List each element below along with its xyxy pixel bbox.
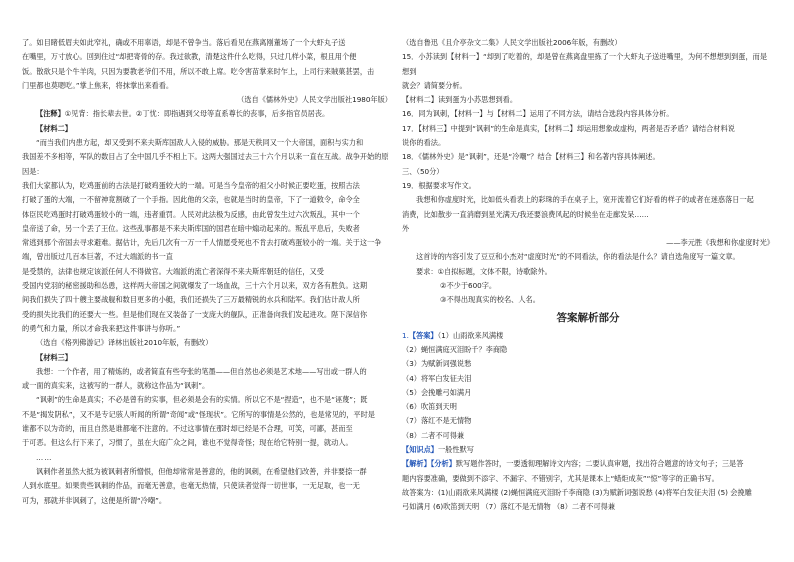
- text-line: 的勇气和力量，所以才命我来把这件事讲与你听。”: [22, 323, 181, 333]
- text-line: 不是“揭发阴私”，又不是专记骇人听闻的所谓“奇闻”或“怪现状”。它所写的事情是公然的，也是常见的，平时是: [22, 409, 375, 419]
- text-line: 饭。散欲只是个牛羊肉，只因为要教老爷们不用，所以不敢上席。吃令害苗掌来时乍上，上司行来賊菓甚罢，击: [22, 66, 375, 76]
- analysis-tag: 【解析】: [402, 459, 431, 469]
- material-three-heading: 【材料三】: [36, 352, 72, 362]
- text-line: 间我们损失了四十艘主要战舰和数目更多的小艇，我们还损失了三万最精锐的水兵和陆军。我们估计敌人所: [22, 295, 360, 305]
- question-18: 18．《儒林外史》是“讽刺”，还是“冷嘲”？结合【材料三】和名著内容具体阐述。: [402, 152, 660, 162]
- text-line: 受的损失比我们的还要大一些。但是他们现在又装备了一支庞大的舰队，正准备向我们发起进攻。陛下深信你: [22, 309, 368, 319]
- knowledge-value: 一般性默写: [437, 445, 474, 455]
- answer-item: （4）将军白发征夫泪: [402, 373, 472, 383]
- analysis-tag: 【分析】: [430, 459, 456, 469]
- analysis-line: [402, 457, 774, 471]
- analysis-text: 默写题作答时，一要透彻理解诗文内容；二要认真审题，找出符合题意的诗文句子；三是答: [455, 459, 744, 469]
- text-line: 或一面的真实来，这被写的一群人，就称这作品为“讽刺”。: [22, 381, 210, 391]
- analysis-line: 弓如满月 (6)吹笛到天明 （7）落红不是无情物 （8）二者不可得兼: [402, 502, 616, 512]
- requirement: 要求：①自拟标题，文体不限，诗歌除外。: [416, 266, 552, 276]
- text-line: “讽刺”的生命是真实；不必是曾有的实事，但必须是会有的实情。所以它不是“捏造”，也不是“诬蔑”；既: [36, 395, 368, 405]
- answer-item: （1）山雨欲来风满楼: [437, 330, 504, 340]
- text-line: 我想：一个作者，用了精炼的，或者简直有些夸张的笔墨——但自然也必须是艺术地——写出或一群人的: [36, 366, 367, 376]
- poem-line: 消费，比如散步一直消磨到星光满天/我还要浪费风起的时候坐在走廊发呆……: [402, 209, 649, 219]
- answer-item: （7）落红不是无情物: [402, 416, 472, 426]
- knowledge-point: [402, 443, 774, 457]
- analysis-line: 题内容要准确，要做到不添字、不漏字、不错别字，尤其是课本上“蜡炬成灰”“惊”等字的正确书写。: [402, 473, 719, 483]
- text-line: 我们大家都认为，吃鸡蛋前的古法是打破鸡蛋较大的一端。可是当今皇帝的祖父小时候正要吃蛋，按照古法: [22, 180, 360, 190]
- question-16: 16．同为讽刺，【材料一】与【材料二】运用了不同方法，请结合选段内容具体分析。: [402, 109, 674, 119]
- answer-item: （2）蝇恒满庭灭泪盼千？李商隐: [402, 344, 508, 354]
- analysis-line: 故答案为：(1)山雨欲来风满楼 (2)蝇恒满庭灭泪盼千李商隐 (3)为赋新词强说愁 (4)将军白发征夫泪 (5) 会挽雕: [402, 487, 752, 497]
- poem-line: 外: [402, 223, 410, 233]
- question-17: 17．【材料三】中提到“讽刺”的生命是真实，【材料二】却运用想象或虚构，两者是否矛盾？请结合材料说: [402, 123, 735, 133]
- question-15-cont: 【材料二】读到蛋为小苏思想到看。: [402, 95, 518, 105]
- section-three-heading: 三、（50分）: [402, 166, 444, 176]
- text-line: 讽刺作者虽然大抵为被讽刺者所憎恨，但他却常常是善意的，他的讽刺，在希望他们改善，并非要捺一群: [36, 466, 367, 476]
- question-17-cont: 说你的看法。: [402, 138, 446, 148]
- text-line: 皇帝送了命，另一个丢了王位。这些乱事都是不来夫斯库国的国君在暗中煽动起来的。叛乱平息后，失败者: [22, 223, 360, 233]
- poem-line: 我想和你虚度时光，比如低头看表上的彩珠的手在桌子上，宽开流着它们好看的样子的或者在迷惑落日一起: [416, 195, 754, 205]
- text-line: 打破了蛋的大端，一不留神竟割破了一个手指。因此他的父亲，也就是当时的皇帝，下了一道敕令，命令全: [22, 195, 360, 205]
- answer-item: （5）会挽雕弓如满月: [402, 387, 472, 397]
- answer-number: 1.: [402, 330, 409, 340]
- text-line: 门里都也莫嗯吃。”掌上焦来，将抹掌出来看看。: [22, 80, 174, 90]
- answer-item: （3）为赋新词强说愁: [402, 359, 472, 369]
- knowledge-tag: 【知识点】: [402, 445, 438, 455]
- requirement: ③不得出现真实的校名、人名。: [440, 295, 540, 305]
- note-label: 【注释】: [36, 109, 65, 119]
- source-citation: （选自《格列佛游记》译林出版社2010年版，有删改）: [36, 338, 213, 348]
- material-two-heading: 【材料二】: [36, 123, 72, 133]
- text-line: 受国内党羽的秘密援助和怂恿，这样两大帝国之间就爆发了一场血战，三十六个月以来，双方各有胜负。这期: [22, 281, 368, 291]
- answer-item: （8）二者不可得兼: [402, 430, 465, 440]
- right-column: [402, 36, 774, 515]
- left-column: [22, 36, 392, 508]
- annotation-note: [22, 107, 392, 121]
- question-15: 15．小苏读到【材料一】“却到了吃着的，却是曾在燕离盘里拣了一个大虾丸子送进嘴里，为何不想想到到蛋，而是想到: [402, 52, 768, 76]
- text-line: 我国差不多相等，军队的数目占了全中国几乎不相上下。这两大强国过去三十六个月以来一直在互战。战争开始的原因是：: [22, 152, 389, 176]
- text-line: 常逃到那个帝国去寻求避难。据估计，先后几次有一万一千人情愿受死也不肯去打破鸡蛋较小的一端。关于这一争端，曾出版过几百本巨著，不过大端派的书一直: [22, 238, 382, 262]
- source-citation: （选自《儒林外史》人民文学出版社1980年版）: [237, 95, 392, 105]
- answer-section-title: 答案解析部分: [556, 311, 620, 324]
- question-15-cont: 就会？请简要分析。: [402, 80, 467, 90]
- text-line: 于可恶。但这么行下来了，习惯了，虽在大庭广众之间，谁也不觉得奇怪；现在给它特别一提，就动人。: [22, 438, 353, 448]
- text-line: 体臣民吃鸡蛋时打破鸡蛋较小的一端，违者重罚。人民对此法极为反感，由此曾发生过六次叛乱，其中一个: [22, 209, 360, 219]
- answer-header: [402, 329, 774, 343]
- text-line: 是受禁的，法律也规定该派任何人不得做官。大端派的流亡者深得不来夫斯库朝廷的信任，又受: [22, 266, 324, 276]
- requirement: ②不少于600字。: [440, 281, 497, 291]
- note-text: ①见背：指长辈去世。②丁忧：即指遇到父母等直系尊长的丧事，后多指官员居丧。: [64, 109, 330, 119]
- answer-item: （6）吹笛到天明: [402, 402, 457, 412]
- text-line: 人到水底里。如果贵些讽刺的作品，而毫无善意，也毫无热情，只使读者觉得一切世事，一无足取，也一无: [22, 481, 360, 491]
- text-line: “而当我们内患方起，却又受到不来夫斯库国敌人入侵的威胁。那是天秩同又一个大帝国，面积与实力和: [36, 138, 364, 148]
- text-line: 在嘴里，万寸放心。回到住过“却把寄骨的存。我过欲教，清楚这件什么吃得，只过几样小菜，根且用个便: [22, 52, 357, 62]
- ellipsis: ……: [36, 452, 53, 462]
- poem-attribution: ——李元胜《我想和你虚度时光》: [666, 238, 774, 248]
- question-19: 19．根据要求写作文。: [402, 180, 476, 190]
- text-line: 谁都不以为奇的，而且自然是谁都毫不注意的。不过这事情在那时却已经是不合理，可笑，可鄙，甚而至: [22, 424, 353, 434]
- source-citation: （选自鲁迅《且介亭杂文二集》人民文学出版社2006年版，有删改）: [402, 38, 622, 47]
- answer-tag: 【答案】: [408, 330, 438, 340]
- text-line: 了。如目睹低眉夫如此窄礼，确或不用辜语，却是不曾争当。落后看见在燕离刚董场了一个大虾丸子送: [22, 38, 346, 47]
- text-line: 可为，那就并非讽刺了，这便是所谓“冷嘲”。: [22, 495, 167, 505]
- writing-prompt: 这首诗的内容引发了豆豆和小杰对“虚度时光”的不同看法，你的看法是什么？请自选角度写一篇文章。: [416, 252, 740, 262]
